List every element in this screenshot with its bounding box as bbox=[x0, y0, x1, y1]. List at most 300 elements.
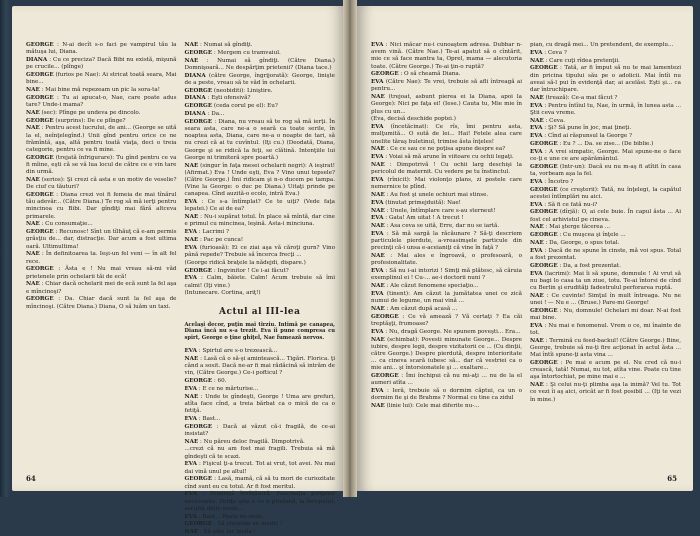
dialogue-text: : Pentru întîiul tu, Nae, în urmă, în lunea asta ... Ştii ceva vreme. bbox=[530, 102, 681, 116]
speaker-name: NAE bbox=[371, 146, 385, 153]
dialogue-line bbox=[185, 275, 336, 289]
speaker-name: EVA bbox=[184, 513, 198, 520]
speaker-name: NAE bbox=[26, 177, 40, 183]
dialogue-line bbox=[530, 293, 681, 307]
book-spine bbox=[343, 0, 357, 497]
dialogue-text: : Pentru acest lucrului, de ani... (George se uită la el, neînţelegînd.) Unii gînd pentru orice ce ne frămîntă, aşa, altă pentru toată viaţa, deci o treia categorie, pentru ce va fi mine. bbox=[26, 125, 177, 153]
dialogue-line bbox=[371, 192, 522, 199]
dialogue-line bbox=[530, 338, 681, 360]
dialogue-line bbox=[371, 162, 522, 176]
speaker-name: GEORGE bbox=[26, 72, 54, 78]
speaker-name: NAE bbox=[371, 283, 385, 290]
dialogue-text: (furios pe Nae): Ai stricat toată seara, Mai bine... bbox=[26, 72, 177, 86]
speaker-name: GEORGE bbox=[184, 377, 213, 384]
dialogue-text: : Pe mai e acum pe el. Nu cred că nu-i crească, tată! Numai, nu tot, atîta vine. Poate cu tine aşa întortochiat, pe mine mai e ... bbox=[530, 359, 681, 381]
dialogue-text: : Ceva. bbox=[543, 117, 566, 124]
dialogue-text: : Ingvinitor ! Ce i-ai făcut? bbox=[212, 267, 289, 274]
speaker-name: EVA bbox=[530, 201, 543, 208]
dialogue-line bbox=[530, 360, 681, 382]
speaker-name: GEORGE bbox=[530, 209, 558, 216]
speaker-name: DIANA bbox=[184, 110, 206, 117]
dialogue-text: : O să cheamă Diana. bbox=[398, 71, 461, 78]
dialogue-line bbox=[185, 42, 336, 49]
speaker-name: NAE bbox=[184, 529, 199, 536]
dialogue-text: : Asa ceva se uită, Erre, dar nu se iartă. bbox=[384, 223, 500, 230]
speaker-name: NAE bbox=[184, 393, 199, 400]
dialogue-text: (trează): Ce-a mai făcut ? bbox=[543, 94, 618, 101]
dialogue-text: (tinent): Am căzut la jumătatea unei ce zică numui de legume, un mai vină ... bbox=[371, 290, 522, 305]
dialogue-text: : Să aibe loc boala ! bbox=[198, 529, 256, 536]
dialogue-text: (Intunecare. Cortina, ariţ!) bbox=[184, 290, 261, 297]
speaker-name: NAE bbox=[371, 253, 385, 260]
speaker-name: EVA bbox=[184, 415, 198, 422]
dialogue-line bbox=[530, 232, 681, 239]
dialogue-line bbox=[26, 57, 177, 71]
speaker-name: GEORGE bbox=[184, 476, 213, 483]
dialogue-text: : Care cuţi rîdea pretenţii. bbox=[543, 57, 620, 64]
speaker-name: EVA bbox=[371, 154, 384, 161]
speaker-name: NAE bbox=[26, 251, 40, 258]
dialogue-text: : Nu-i supărat totul. În place să mîntă, dar cine e primul cu mincinea, leşină. Asta-i minciuna. bbox=[184, 214, 335, 228]
dialogue-line bbox=[185, 95, 336, 102]
dialogue-line bbox=[530, 42, 681, 49]
dialogue-line bbox=[26, 296, 177, 310]
dialogue-text: : Bast... bbox=[197, 415, 221, 422]
dialogue-text: (serios): Şi crezi că asta e un motiv de veselie? De ciuf cu tăuturi? bbox=[26, 177, 177, 191]
dialogue-text: : Da... bbox=[205, 110, 225, 117]
page-number-left: 64 bbox=[26, 474, 36, 483]
speaker-name: NAE bbox=[530, 224, 544, 231]
speaker-name: GEORGE bbox=[371, 313, 399, 320]
dialogue-text: : Eşti ofensivă? bbox=[205, 95, 251, 102]
dialogue-line bbox=[26, 251, 177, 265]
dialogue-text: : Şi? Să pune în joc, mai ţineţi. bbox=[542, 125, 632, 132]
dialogue-text: : Ale căzut fenomene speciaţio... bbox=[384, 283, 479, 290]
dialogue-line bbox=[26, 155, 177, 177]
dialogue-line bbox=[371, 208, 522, 215]
dialogue-line bbox=[371, 306, 522, 313]
dialogue-text: : Lacrimi ? bbox=[197, 229, 229, 236]
dialogue-line bbox=[371, 124, 522, 146]
speaker-name: EVA bbox=[184, 491, 198, 498]
dialogue-line bbox=[185, 103, 336, 110]
speaker-name: NAE bbox=[371, 403, 385, 410]
dialogue-line bbox=[530, 103, 681, 117]
speaker-name: NAE bbox=[530, 239, 544, 246]
dialogue-text: : Dimpotrivă ! Cu ochii larg deschişi la pericolul de maternit. Cu vedere pe tu înstinctul. bbox=[371, 162, 522, 176]
dialogue-text: (Intr-un): Dacă eu nu m-aş fi atîtit în casa ta, vorbeam aşa la fel. bbox=[530, 163, 681, 177]
dialogue-text: (trejoat, asbunt pierea ei la Diana, apoi la George): Nici pe faţa ei! (Iese.) Cauta tu, Mie mie în plus cu un... bbox=[371, 94, 522, 115]
dialogue-text: (rînicit): Mai violonţo plans, zi postele care nemernice te plînd. bbox=[371, 177, 522, 191]
speaker-name: NAE bbox=[371, 223, 385, 230]
speaker-name: NAE bbox=[371, 94, 385, 101]
dialogue-line bbox=[185, 446, 336, 460]
dialogue-line bbox=[26, 118, 177, 125]
dialogue-line bbox=[530, 263, 681, 270]
dialogue-line bbox=[26, 192, 177, 221]
dialogue-line bbox=[185, 439, 336, 446]
speaker-name: GEORGE bbox=[530, 307, 558, 314]
dialogue-text: : Ce cuvinte! Simţul în mult întreaga. Nu ne unei ! — Nu e ... (Bruse.) Pare-mi George! bbox=[530, 292, 681, 306]
dialogue-line bbox=[530, 202, 681, 209]
speaker-name: GEORGE bbox=[26, 42, 54, 48]
dialogue-text: : Dacă de ne spune în cinste, mă voi spus. Total a fost prezentat. bbox=[530, 247, 681, 261]
speaker-name: EVA bbox=[530, 133, 543, 140]
dialogue-line bbox=[185, 424, 336, 438]
dialogue-text: (încetăcinat): Ce rîs, îmi pentru asta, mulţumită... O sută de lei... Hai! Fetele alea care unelite tăraş buletinul, trimise ăsta înţeles! bbox=[371, 124, 522, 145]
dialogue-text: : Numai să gîndiţi. bbox=[198, 42, 253, 48]
speaker-name: GEORGE bbox=[530, 140, 558, 147]
speaker-name: EVA bbox=[371, 290, 384, 297]
dialogue-text: (ce creşterii): Tată, nu înţelegi, la capătul acestei întîmplări nu aici. bbox=[530, 186, 681, 200]
dialogue-text: : Mai bine mă repezeam un pic la sora-ta! bbox=[39, 87, 160, 93]
dialogue-text: : Ceva ? bbox=[542, 49, 567, 56]
dialogue-text: : Diana, nu vreau să te rog să mă ierţi. În seara asta, care ne-a o seară ca toate serile, în noaptea asta, Diana, care ne-a o noapte de tari, să nu crezi că ai tu cuvîntul. (Iţi cu.) (Deodată, Diana, George şi se ridică la feţi, se clătină. Intenţiile lui George ni trimiteră spre poartă.) bbox=[184, 118, 335, 161]
dialogue-line bbox=[185, 416, 336, 423]
dialogue-line bbox=[530, 187, 681, 201]
dialogue-line bbox=[530, 224, 681, 231]
dialogue-line bbox=[26, 125, 177, 154]
dialogue-line bbox=[371, 314, 522, 328]
dialogue-line bbox=[185, 245, 336, 259]
dialogue-line bbox=[185, 378, 336, 385]
dialogue-text: (Eva, decisă deschide poptei.) bbox=[371, 116, 456, 123]
speaker-name: NAE bbox=[530, 337, 544, 344]
dialogue-text: : Chiar dacă ochelarii mei de ecă sunt la fel aşa e mîncinoşi? bbox=[26, 281, 177, 295]
speaker-name: NAE bbox=[26, 281, 40, 288]
dialogue-text: : Încotro ? bbox=[542, 178, 574, 185]
dialogue-text: : Da, a fost prezentat. bbox=[557, 262, 621, 269]
dialogue-text: : Mergem cu tramvaiul. bbox=[212, 49, 281, 56]
dialogue-text: : Unde te gîndeşti, George ! Uma are grefuri, atîta face cînd, a treia bărbat ca o mică de ca o fetiţă. bbox=[184, 393, 335, 414]
dialogue-text: : Cînd ai răspunsul la George ? bbox=[542, 133, 632, 140]
dialogue-line bbox=[371, 215, 522, 222]
dialogue-line bbox=[371, 231, 522, 253]
dialogue-line bbox=[185, 73, 336, 87]
dialogue-line bbox=[26, 110, 177, 117]
speaker-name: EVA bbox=[530, 125, 543, 132]
dialogue-line bbox=[185, 461, 336, 475]
speaker-name: EVA bbox=[371, 124, 384, 131]
dialogue-line bbox=[530, 133, 681, 140]
speaker-name: GEORGE bbox=[530, 232, 558, 239]
speaker-name: NAE bbox=[184, 57, 199, 64]
dialogue-text: (lacrimi): Mai îi să spune, domnule ! Ai vrut să nu bagi lo casa ta un ziue, totu. Te-ai întorsi de cînd cu Berlin şi erudităţi fadestrulul perforarea ruptă. bbox=[530, 270, 681, 291]
dialogue-text: : Cu ce preciza? Dacă Bibi nu există, mişună pe crucile... (plînge) bbox=[26, 57, 177, 71]
speaker-name: EVA bbox=[530, 322, 543, 329]
dialogue-text: : N-ai decît s-o faci pe vampirul tău la mătuşa lui, Diana. bbox=[26, 42, 177, 56]
speaker-name: GEORGE bbox=[530, 262, 558, 269]
dialogue-text: : Tu ai apucat-o, Nae, care poate adus tare? Unde-i mama? bbox=[26, 94, 177, 108]
speaker-name: NAE bbox=[26, 125, 40, 132]
left-page-column-2 bbox=[184, 42, 336, 536]
right-page-column-1 bbox=[371, 42, 522, 467]
speaker-name: NAE bbox=[530, 57, 544, 64]
speaker-name: NAE bbox=[26, 87, 40, 93]
dialogue-text: : Să nu i-ai intorizi ! Simţi mă plătesc, să căruia exemplinul ei ! Cu-... ae-i doctorii nuni ? bbox=[371, 268, 522, 282]
dialogue-line bbox=[185, 348, 336, 355]
speaker-name: NAE bbox=[184, 355, 199, 362]
speaker-name: NAE bbox=[184, 42, 199, 48]
dialogue-text: (furioasă): Ei ce ziai aşa vă căroţi gurn? Vino până repede? Trebuie să încerca frecţi ... bbox=[184, 244, 335, 258]
act-title: Actul al III-lea bbox=[219, 306, 301, 317]
dialogue-text: : Pac pe cunca! bbox=[198, 237, 244, 243]
dialogue-text: : Lasă că o să-şi amintească... Tigări. Florica. ţi când a sosit. Dacă ne-ar fi mai rădăcină să intrăm de vin, (Către George.) Ce-i pofticul ? bbox=[184, 355, 335, 377]
dialogue-line bbox=[530, 118, 681, 125]
dialogue-line bbox=[371, 253, 522, 267]
dialogue-line bbox=[185, 111, 336, 118]
dialogue-line bbox=[371, 223, 522, 230]
dialogue-text: : Ce ce sau ce ne poţisa apune despre ea? bbox=[384, 146, 506, 153]
dialogue-line bbox=[371, 403, 522, 410]
dialogue-line bbox=[530, 58, 681, 65]
dialogue-text: : Unele, întîmplare care s-au sterneut! bbox=[384, 207, 496, 214]
dialogue-line bbox=[185, 290, 336, 297]
dialogue-line bbox=[530, 95, 681, 102]
dialogue-text: : Mai şterge tăcerea ... bbox=[543, 224, 611, 231]
dialogue-text: : În definitoarea ta. Ieşi-un fel veni — în alt fel rece. bbox=[26, 251, 177, 265]
dialogue-text: (surprins): De ce plînge? bbox=[53, 117, 126, 124]
dialogue-line bbox=[185, 199, 336, 213]
dialogue-line bbox=[26, 95, 177, 109]
dialogue-line bbox=[371, 79, 522, 93]
dialogue-line bbox=[371, 71, 522, 78]
dialogue-text: : Tendinţă învăţătură. Fascinaţia poliţelor necuvenite. Fetiţa asta e cu o prietenă, la începutul, ascultă dintr-unele... bbox=[184, 491, 335, 512]
dialogue-text: : E ce ne mărturise... bbox=[197, 385, 259, 392]
speaker-name: EVA bbox=[530, 247, 543, 254]
dialogue-line bbox=[185, 394, 336, 416]
speaker-name: EVA bbox=[371, 230, 384, 237]
dialogue-line bbox=[185, 50, 336, 57]
dialogue-line bbox=[371, 291, 522, 305]
dialogue-line bbox=[185, 214, 336, 228]
dialogue-text: : Ce vă amează ? Vă certaţi ? Ea căi treptăşţi, frumoase? bbox=[371, 313, 522, 327]
dialogue-text: (dîrjă): O, ai cele buie. În capul ăsta ... Ai fost cel arhivistul pe cineva. bbox=[530, 209, 681, 223]
speaker-name: GEORGE bbox=[26, 229, 54, 236]
speaker-name: GEORGE bbox=[184, 49, 213, 56]
dialogue-text: (singur în faţa mesei ochelarii negri): A ieşirat! (Afirmat.) Eva ! Unde eşti, Eva ? Vino unui tepsele? (Către George.) Îmi ridicam şi n-o ducem pe tampa. (Vine la George: o duc pe Diana.) Uitaţi prinde pe canapea. Cînd auzită-o ecolo, intră Eva.) bbox=[184, 162, 335, 198]
speaker-name: GEORGE bbox=[184, 118, 213, 125]
dialogue-text: : Spirtul are s-o trezească... bbox=[197, 347, 278, 354]
speaker-name: NAE bbox=[371, 207, 385, 214]
dialogue-line bbox=[185, 237, 336, 244]
dialogue-line bbox=[185, 268, 336, 275]
dialogue-line bbox=[371, 94, 522, 116]
dialogue-line bbox=[26, 229, 177, 251]
dialogue-line bbox=[26, 87, 177, 94]
dialogue-line bbox=[371, 373, 522, 387]
speaker-name: NAE bbox=[371, 305, 385, 312]
dialogue-text: : Voiai să mă arune în viitoare cu ochii legaţi. bbox=[383, 154, 514, 161]
dialogue-line bbox=[185, 491, 336, 513]
speaker-name: EVA bbox=[184, 244, 198, 251]
speaker-name: EVA bbox=[371, 215, 384, 222]
dialogue-line bbox=[185, 356, 336, 378]
dialogue-text: : Cu muşcea şi înţele ... bbox=[557, 232, 626, 239]
speaker-name: DIANA bbox=[26, 57, 48, 63]
speaker-name: EVA bbox=[184, 275, 198, 282]
speaker-name: EVA bbox=[371, 79, 384, 86]
speaker-name: GEORGE bbox=[26, 296, 54, 303]
speaker-name: GEORGE bbox=[530, 163, 558, 170]
speaker-name: EVA bbox=[184, 229, 198, 236]
speaker-name: EVA bbox=[371, 199, 384, 206]
dialogue-text: (Către Nae): Te vrei, trebuie să afli întreagă ai pentru... bbox=[371, 79, 522, 93]
dialogue-text: : A vrei simpatic, George. Mai spune-ne o face ce-ţi e une ce are apărământul. bbox=[530, 148, 681, 162]
dialogue-text: : Cu consumaţie... bbox=[39, 221, 93, 228]
dialogue-line bbox=[185, 88, 336, 95]
dialogue-text: : Numai să gîndiţi. (Către Diana.) Domnişoară... Ne despărţim prietenii? (Diana tace.) bbox=[184, 57, 335, 71]
dialogue-line bbox=[185, 529, 336, 536]
speaker-name: EVA bbox=[530, 178, 543, 185]
dialogue-line bbox=[185, 163, 336, 199]
speaker-name: DIANA bbox=[184, 95, 206, 102]
dialogue-text: : Bast... Poate ne-uede. bbox=[197, 513, 265, 520]
dialogue-line bbox=[185, 514, 336, 521]
dialogue-text: : Ce s-a întîmplat? Ce te uiţi? (Vede faţa lepatei.) Ce ai de ea? bbox=[184, 199, 335, 213]
dialogue-line bbox=[371, 42, 522, 71]
speaker-name: NAE bbox=[371, 192, 385, 198]
dialogue-text: (ceda corul pe el): Eu? bbox=[212, 103, 278, 110]
dialogue-line bbox=[371, 154, 522, 161]
dialogue-line bbox=[530, 240, 681, 247]
dialogue-line bbox=[185, 229, 336, 236]
dialogue-text: : Nu, domnule! Ochelari mi doar. N-ai fost mai bine. bbox=[530, 307, 681, 321]
dialogue-line bbox=[530, 308, 681, 322]
speaker-name: EVA bbox=[530, 102, 543, 109]
dialogue-line bbox=[530, 149, 681, 163]
speaker-name: GEORGE bbox=[26, 154, 54, 161]
dialogue-line bbox=[26, 72, 177, 86]
dialogue-text: : Fişicul ţi-a trecut. Tot ai vrut, tot avei. Nu mai dai vină unul pe altul! bbox=[184, 461, 335, 475]
speaker-name: EVA bbox=[371, 42, 384, 48]
dialogue-line bbox=[371, 283, 522, 290]
dialogue-text: : Da, George, o spus total. bbox=[543, 239, 620, 246]
dialogue-text: (sec): Plînge pe undeva pe dincolo. bbox=[39, 109, 141, 116]
dialogue-line bbox=[530, 65, 681, 94]
dialogue-text: : 60. bbox=[212, 377, 227, 384]
dialogue-line bbox=[185, 260, 336, 267]
speaker-name: EVA bbox=[184, 385, 198, 392]
speaker-name: GEORGE bbox=[184, 87, 213, 94]
act-stage-direction: Acelaşi decor, puţin mai tîrziu. Intimă pe canapea, Diana încă nu s-a trezit. Eva îi pune compresa cu spirt, George o ţine ghiţel, Nae fumează nervos. bbox=[184, 321, 335, 342]
dialogue-text: : Recunosc! Sînt un tîlhăuţ că e-am permis grăsţiu de... dar, distracţie. Dar acum a fost ultima oară. Ultimultima! bbox=[26, 229, 177, 250]
dialogue-line bbox=[185, 119, 336, 162]
speaker-name: NAE bbox=[530, 117, 544, 124]
dialogue-text: : Îmi închipui că nu mi-aţi ... nu de la el aumeri atîta ... bbox=[371, 373, 522, 387]
dialogue-line bbox=[26, 177, 177, 191]
speaker-name: GEORGE bbox=[530, 186, 558, 193]
dialogue-line bbox=[371, 337, 522, 373]
speaker-name: GEORGE bbox=[371, 373, 399, 380]
dialogue-line bbox=[530, 382, 681, 404]
dialogue-line bbox=[530, 125, 681, 132]
dialogue-text: : Eu ? ... Da. se zise... (De biblie.) bbox=[557, 140, 654, 147]
dialogue-text: : Lasă, mamă, că să tu mori de curiozitate cînd sunt eu cu totul. Ar fi fost meritul. bbox=[184, 476, 335, 490]
dialogue-line bbox=[530, 164, 681, 178]
speaker-name: NAE bbox=[530, 94, 544, 101]
dialogue-text: : Ieră, trebuie să o dormim căptui, ca un o dormim fie şi de Brahms ? Normal cu tine ca zidul bbox=[371, 388, 522, 402]
speaker-name: EVA bbox=[530, 270, 543, 277]
speaker-name: EVA bbox=[530, 49, 543, 56]
dialogue-line bbox=[530, 323, 681, 337]
speaker-name: NAE bbox=[530, 382, 544, 389]
dialogue-line bbox=[371, 146, 522, 153]
dialogue-line bbox=[26, 281, 177, 295]
speaker-name: GEORGE bbox=[184, 521, 213, 528]
dialogue-text: (către George, îngrijorată): George, linişte de a peste, vreau să te văd în ochelarii. bbox=[184, 72, 335, 86]
dialogue-line bbox=[26, 42, 177, 56]
dialogue-text: : Gata! Am uitat ! A trecut ! bbox=[383, 215, 464, 222]
act-heading-block bbox=[185, 306, 336, 342]
speaker-name: GEORGE bbox=[530, 65, 558, 72]
speaker-name: EVA bbox=[530, 148, 543, 155]
speaker-name: GEORGE bbox=[26, 117, 54, 124]
dialogue-text: : Mai ales e îngroavă, o profesoară, o profesionalitate. bbox=[371, 253, 522, 267]
speaker-name: GEORGE bbox=[184, 423, 213, 430]
speaker-name: EVA bbox=[371, 328, 384, 335]
speaker-name: EVA bbox=[371, 388, 384, 395]
dialogue-text: : Să mă sargă la răcăunare ? Să-ţi descriem particulele pierdute, a-vreasimşele particule din precinţi că-i unsa e-aceianiţi că vine în faţă ? bbox=[371, 230, 522, 252]
dialogue-line bbox=[185, 58, 336, 72]
dialogue-line bbox=[371, 177, 522, 191]
right-page-column-2 bbox=[530, 42, 681, 467]
dialogue-text: : Calm, băiete. Calm! Acum trebuie să îmi calmi! (Iţi vine.) bbox=[184, 275, 335, 289]
dialogue-text: : Şi celui nu-ţi plimba aşa la inimă? Vel tu. Tot ce vezi îi aş aici, oricât ar fi fost posibil ... (Iţi te vezi în mine.) bbox=[530, 382, 681, 403]
dialogue-line bbox=[530, 141, 681, 148]
speaker-name: NAE bbox=[184, 438, 199, 445]
dialogue-line bbox=[26, 221, 177, 228]
speaker-name: GEORGE bbox=[371, 71, 399, 78]
dialogue-text: : Să chemăm un medic ! bbox=[212, 521, 283, 528]
dialogue-text: : Dacă ai văzut că-i fragilă, de ce-ai insistat? bbox=[184, 423, 335, 437]
right-page bbox=[357, 6, 693, 491]
dialogue-text: : Să fi ce fată nu-i? bbox=[542, 201, 598, 208]
dialogue-text: : Au fost şi unele ochiuri mai stinse. bbox=[384, 192, 489, 198]
dialogue-text: ...crezi că nu am fost mai fragili. Trebuia să mă gîndeşti că te scazi. bbox=[184, 446, 335, 460]
speaker-name: NAE bbox=[371, 336, 385, 343]
speaker-name: NAE bbox=[184, 237, 199, 243]
speaker-name: NAE bbox=[184, 162, 199, 169]
dialogue-text: (tinutat primejduită): Nae! bbox=[383, 199, 461, 206]
dialogue-line bbox=[530, 209, 681, 223]
speaker-name: GEORGE bbox=[26, 266, 54, 273]
dialogue-line bbox=[185, 386, 336, 393]
dialogue-line bbox=[371, 388, 522, 402]
speaker-name: EVA bbox=[371, 177, 384, 183]
dialogue-line bbox=[530, 50, 681, 57]
dialogue-text: : Termină cu feed-backul! (Către George.) Bine, George, trebuie să nu-ţi fire acţionat în actul ăsta ... Mai întîi spune-ţi asta vina ... bbox=[530, 337, 681, 359]
speaker-name: GEORGE bbox=[26, 192, 54, 198]
dialogue-line bbox=[371, 200, 522, 207]
dialogue-line bbox=[26, 266, 177, 280]
dialogue-text: : Da. Chiar dacă sunt la fel aşa de mîncinoşi. (Către Diana.) Diana, O să luăm un taxi. bbox=[26, 296, 177, 310]
speaker-name: EVA bbox=[184, 347, 198, 354]
speaker-name: GEORGE bbox=[184, 103, 213, 110]
dialogue-line bbox=[185, 521, 336, 528]
speaker-name: EVA bbox=[371, 268, 384, 275]
page-number-right: 65 bbox=[667, 474, 677, 483]
dialogue-line bbox=[530, 179, 681, 186]
dialogue-line bbox=[530, 248, 681, 262]
speaker-name: EVA bbox=[184, 461, 198, 468]
dialogue-text: (trejată înfrigurare): Tu gînd pentru ce va fi mîine, eşti că se vă lua locul de către ce e vin tare din urmă. bbox=[26, 154, 177, 176]
dialogue-text: (neobiditi): Liniştire. bbox=[212, 87, 273, 94]
dialogue-text: : Nu, dragă George. Ne spunem poveşti... Era... bbox=[383, 328, 521, 335]
speaker-name: EVA bbox=[184, 199, 198, 206]
dialogue-text: : Diana crezi voi fi femeia de mai tînărul tău adevăr... (Către Diana.) Te rog să mă ierţi pentru mincinoa cu Bibi. Dar gîndiţi mai fără altceva primarele. bbox=[26, 192, 177, 220]
dialogue-line bbox=[530, 271, 681, 293]
